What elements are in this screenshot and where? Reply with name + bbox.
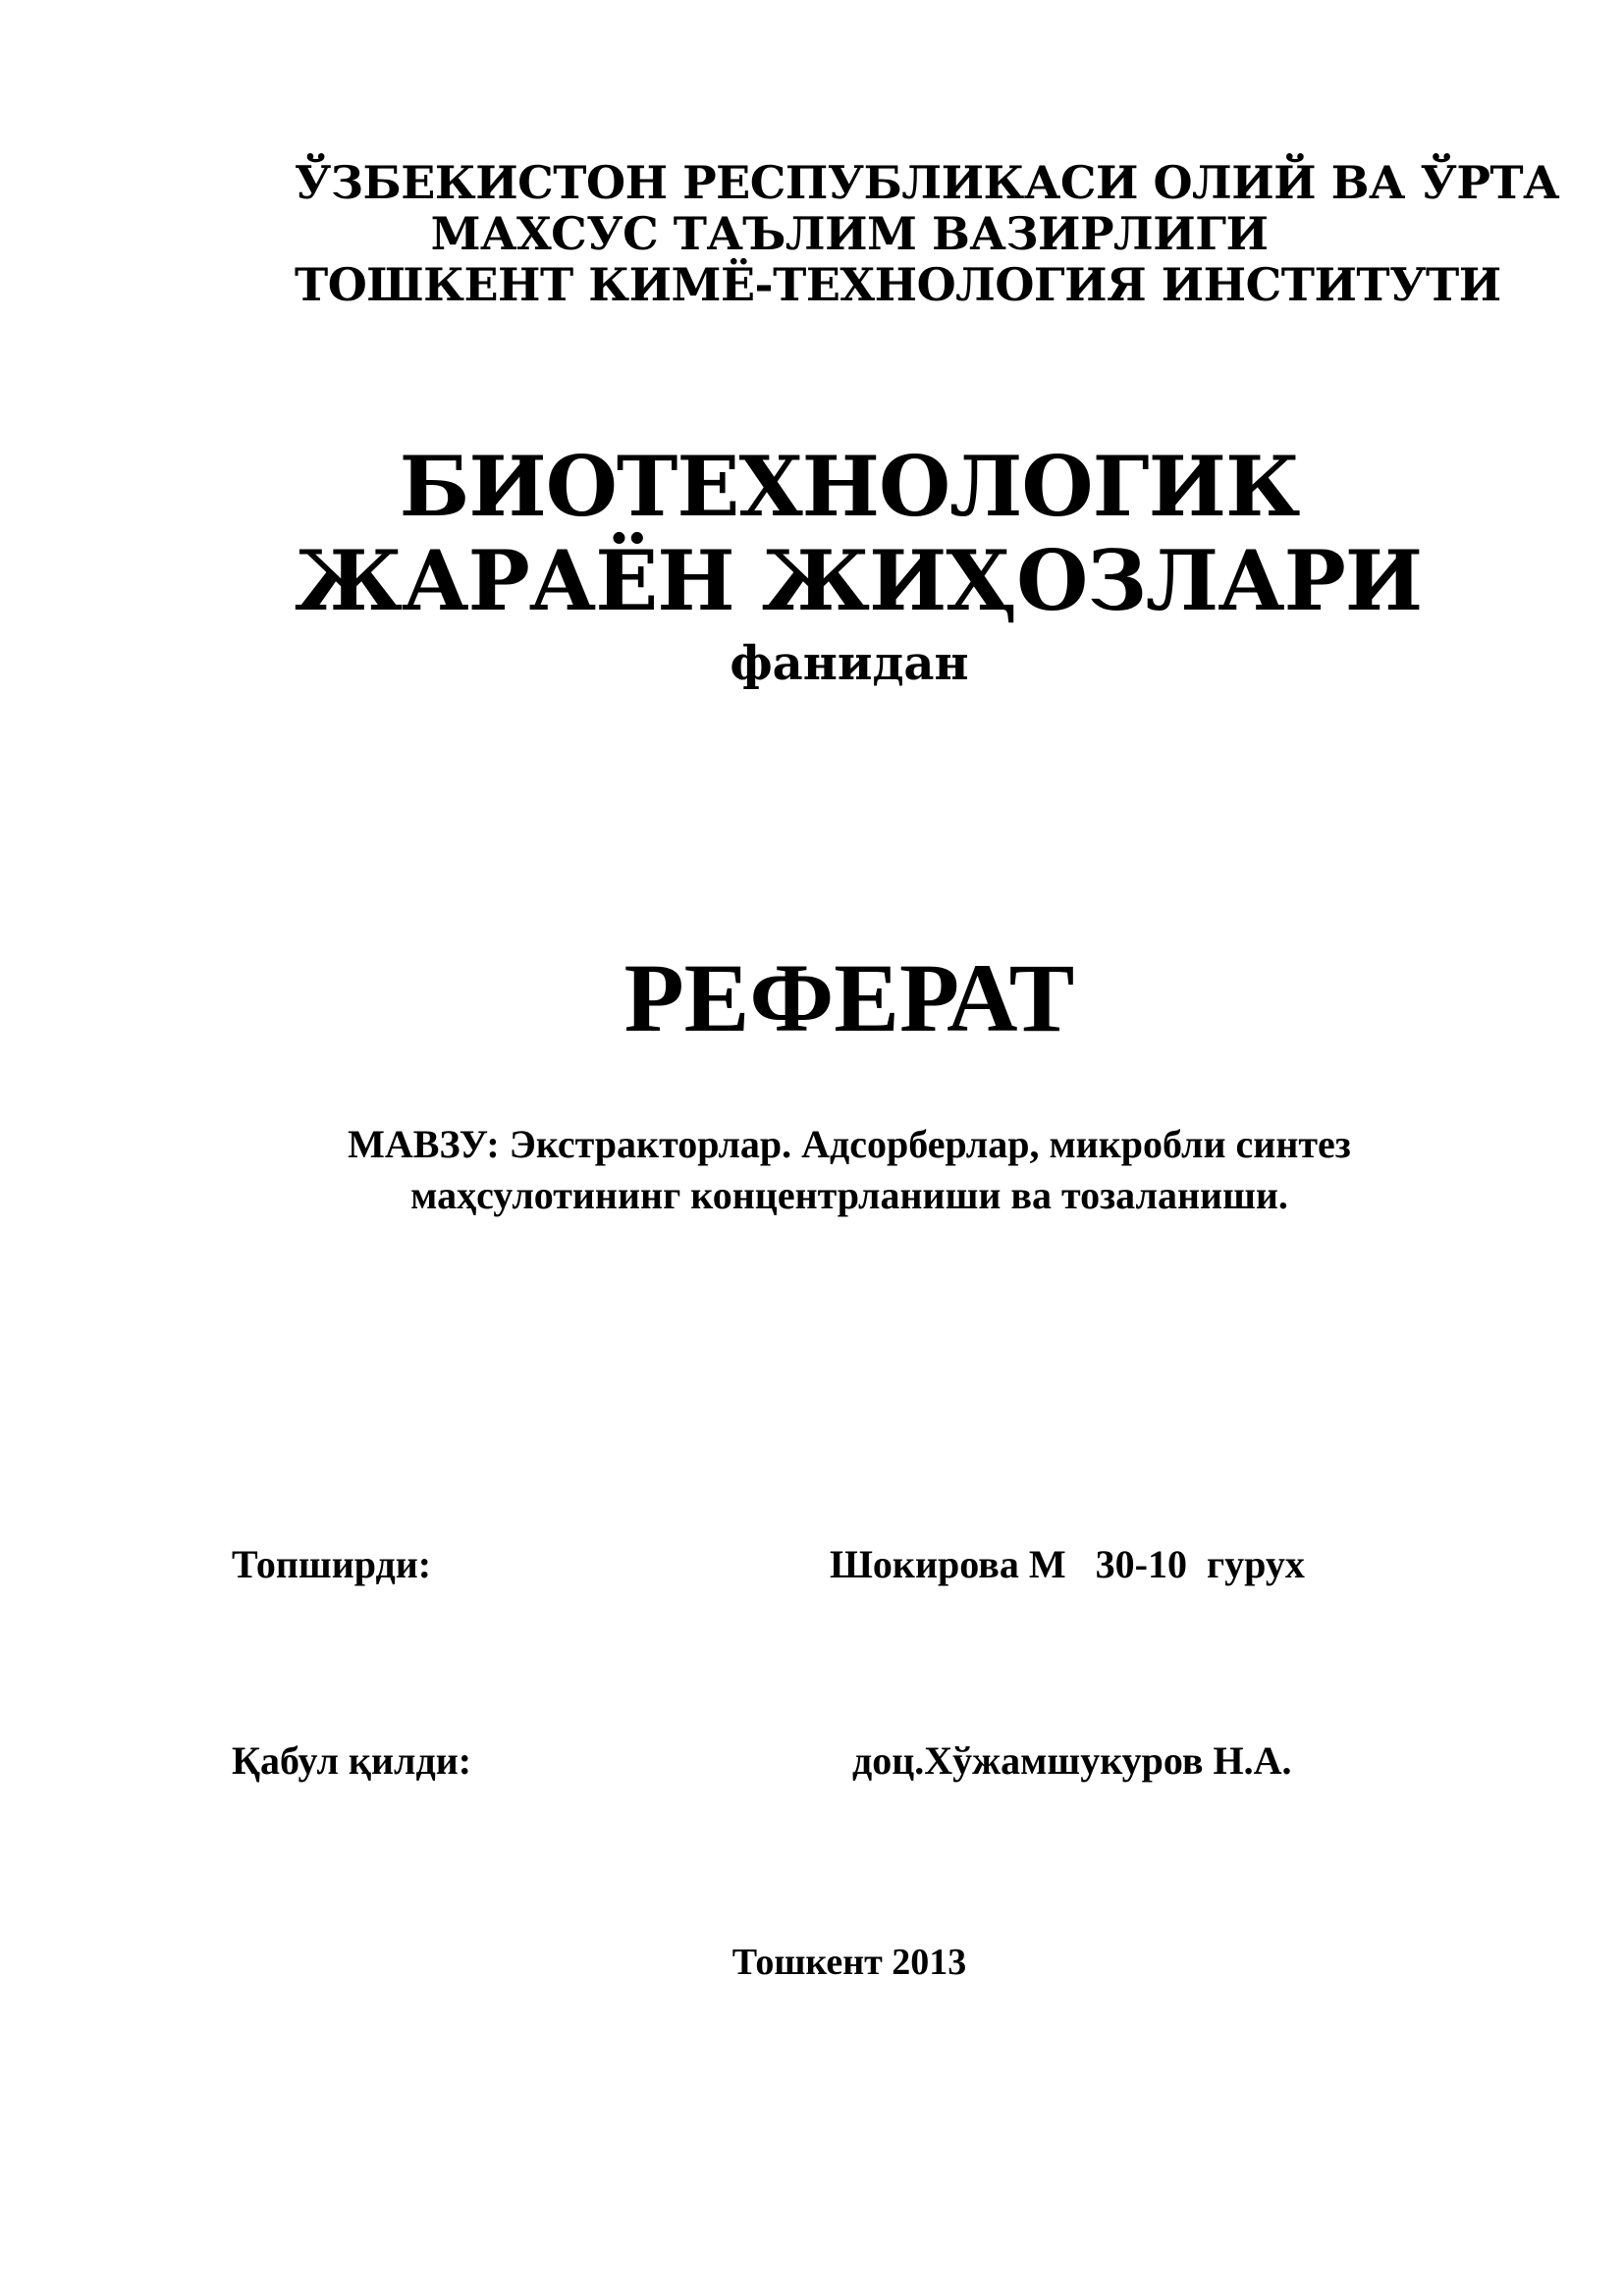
city-year-footer: Тошкент 2013 xyxy=(731,1942,967,1983)
ministry-line-1: ЎЗБЕКИСТОН РЕСПУБЛИКАСИ ОЛИЙ ВА ЎРТА xyxy=(295,156,1560,209)
topic-block xyxy=(255,1119,1443,1221)
ministry-line-2: МАХСУС ТАЪЛИМ ВАЗИРЛИГИ xyxy=(430,207,1269,260)
document-type-title: РЕФЕРАТ xyxy=(623,943,1075,1052)
submitted-by-value: Шокирова М 30-10 гурух xyxy=(830,1542,1305,1586)
ministry-header xyxy=(295,156,1560,311)
topic-line-2: маҳсулотининг концентрланиши ва тозаланиши. xyxy=(410,1173,1288,1217)
topic-line-1: МАВЗУ: Экстракторлар. Адсорберлар, микробли синтез xyxy=(348,1122,1351,1166)
subject-title xyxy=(295,438,1423,629)
submitted-by-label: Топширди: xyxy=(232,1542,432,1586)
accepted-by-value: доц.Хўжамшукуров Н.А. xyxy=(852,1738,1292,1783)
subject-suffix: фанидан xyxy=(730,636,969,691)
subject-title-line-2: ЖАРАЁН ЖИҲОЗЛАРИ xyxy=(295,532,1423,629)
accepted-by-label: Қабул қилди: xyxy=(232,1738,472,1783)
ministry-line-3: ТОШКЕНТ КИМЁ-ТЕХНОЛОГИЯ ИНСТИТУТИ xyxy=(295,258,1501,311)
subject-title-line-1: БИОТЕХНОЛОГИК xyxy=(399,438,1300,535)
